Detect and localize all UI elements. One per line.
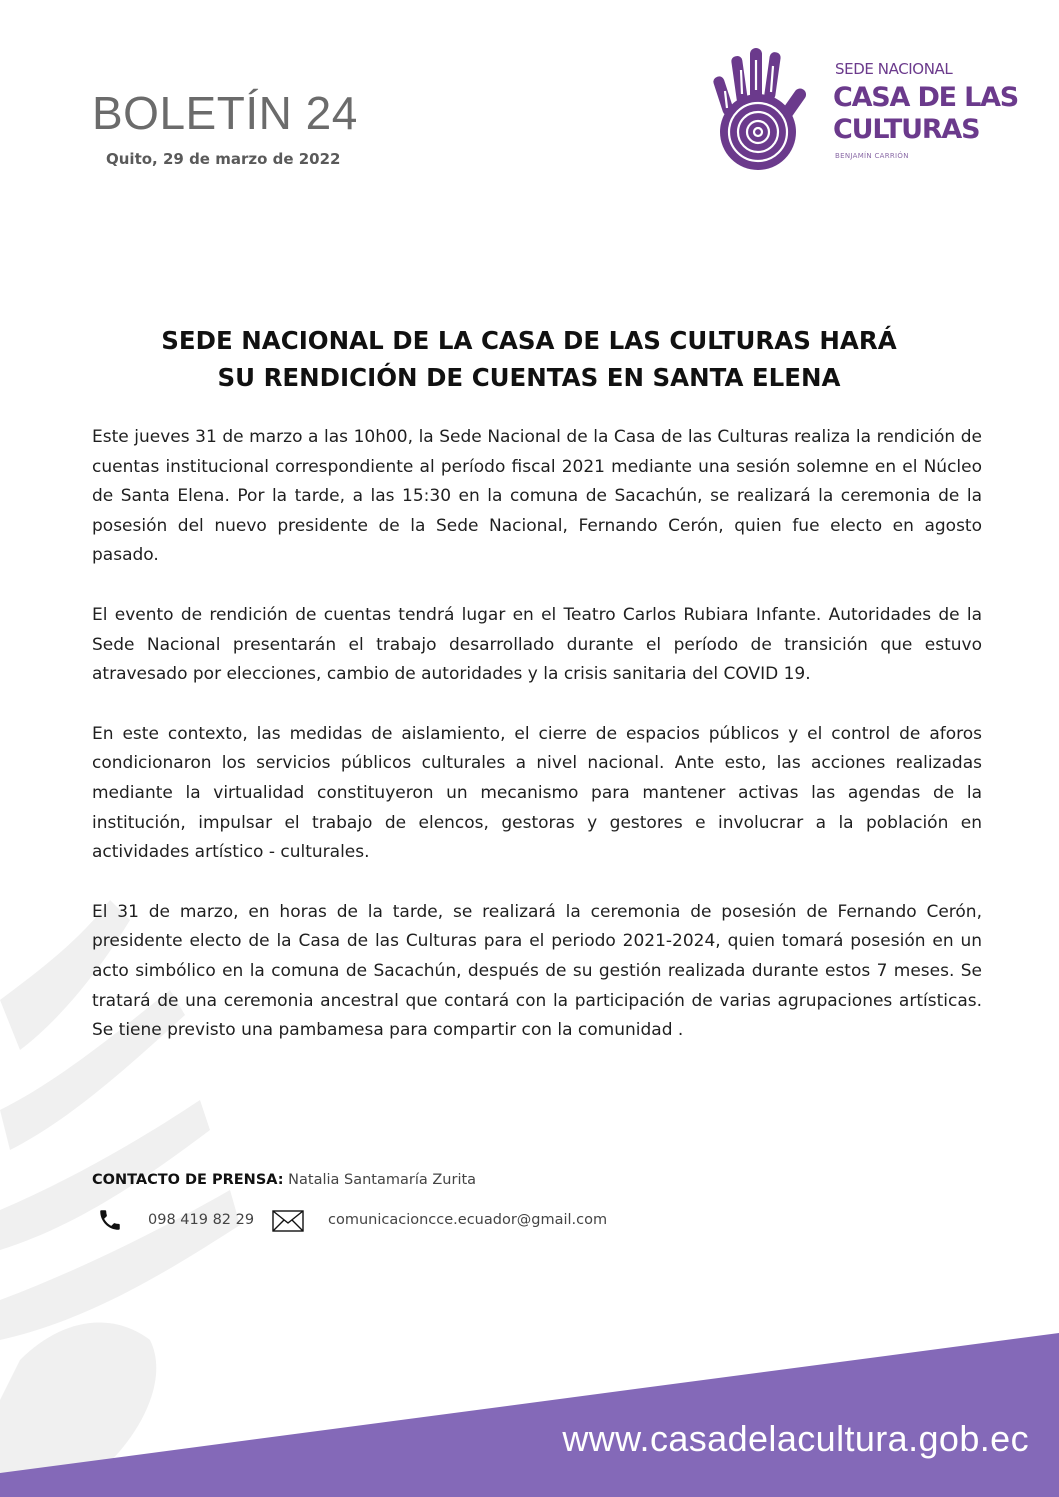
mail-icon bbox=[272, 1210, 304, 1232]
paragraph-3: En este contexto, las medidas de aislamiento, el cierre de espacios públicos y el control de aforos condicionaron los servicios públicos culturales a nivel nacional. Ante esto, las acciones realizadas mediante la virtualidad constituyeron un mecanismo para mantener activas las agendas de la institución, impulsar el trabajo de elencos, gestoras y gestores e involucrar a la población en actividades artístico - culturales. bbox=[92, 723, 982, 863]
press-contact-label: CONTACTO DE PRENSA: bbox=[92, 1172, 284, 1188]
headline-line-2: SU RENDICIÓN DE CUENTAS EN SANTA ELENA bbox=[217, 363, 841, 392]
logo-sub: BENJAMÍN CARRIÓN bbox=[835, 152, 909, 160]
handprint-icon bbox=[712, 46, 812, 172]
institution-logo bbox=[712, 46, 1019, 176]
phone-icon bbox=[97, 1207, 123, 1233]
logo-line-1: CASA DE LAS bbox=[833, 82, 1019, 113]
bulletin-date: Quito, 29 de marzo de 2022 bbox=[106, 150, 341, 168]
paragraph-4: El 31 de marzo, en horas de la tarde, se realizará la ceremonia de posesión de Fernando Cerón, presidente electo de la Casa de las Culturas para el periodo 2021-2024, quien tomará posesión en un acto simbólico en la comuna de Sacachún, después de su gestión realizada durante estos 7 meses. Se tratará de una ceremonia ancestral que contará con la participación de varias agrupaciones artísticas. Se tiene previsto una pambamesa para compartir con la comunidad . bbox=[92, 901, 982, 1041]
press-contact bbox=[92, 1172, 476, 1188]
email-address[interactable]: comunicacioncce.ecuador@gmail.com bbox=[328, 1212, 608, 1228]
phone-number[interactable]: 098 419 82 29 bbox=[148, 1212, 255, 1228]
paragraph-1: Este jueves 31 de marzo a las 10h00, la Sede Nacional de la Casa de las Culturas realiza la rendición de cuentas institucional correspondiente al período fiscal 2021 mediante una sesión solemne en el Núcleo de Santa Elena. Por la tarde, a las 15:30 en la comuna de Sacachún, se realizará la ceremonia de la posesión del nuevo presidente de la Sede Nacional, Fernando Cerón, quien fue electo en agosto pasado. bbox=[92, 427, 982, 566]
headline-line-1: SEDE NACIONAL DE LA CASA DE LAS CULTURAS HARÁ bbox=[161, 326, 897, 355]
logo-top-line: SEDE NACIONAL bbox=[835, 60, 953, 78]
logo-line-2: CULTURAS bbox=[833, 114, 980, 145]
paragraph-2: El evento de rendición de cuentas tendrá lugar en el Teatro Carlos Rubiara Infante. Autoridades de la Sede Nacional presentarán el trabajo desarrollado durante el período de transición que estuvo atravesado por elecciones, cambio de autoridades y la crisis sanitaria del COVID 19. bbox=[92, 604, 982, 685]
headline bbox=[92, 322, 966, 396]
press-contact-name: Natalia Santamaría Zurita bbox=[288, 1172, 477, 1188]
bulletin-title: BOLETÍN 24 bbox=[92, 87, 358, 139]
footer-band bbox=[0, 1333, 1059, 1497]
website-link[interactable]: www.casadelacultura.gob.ec bbox=[562, 1418, 1029, 1459]
article-body bbox=[92, 423, 982, 1076]
